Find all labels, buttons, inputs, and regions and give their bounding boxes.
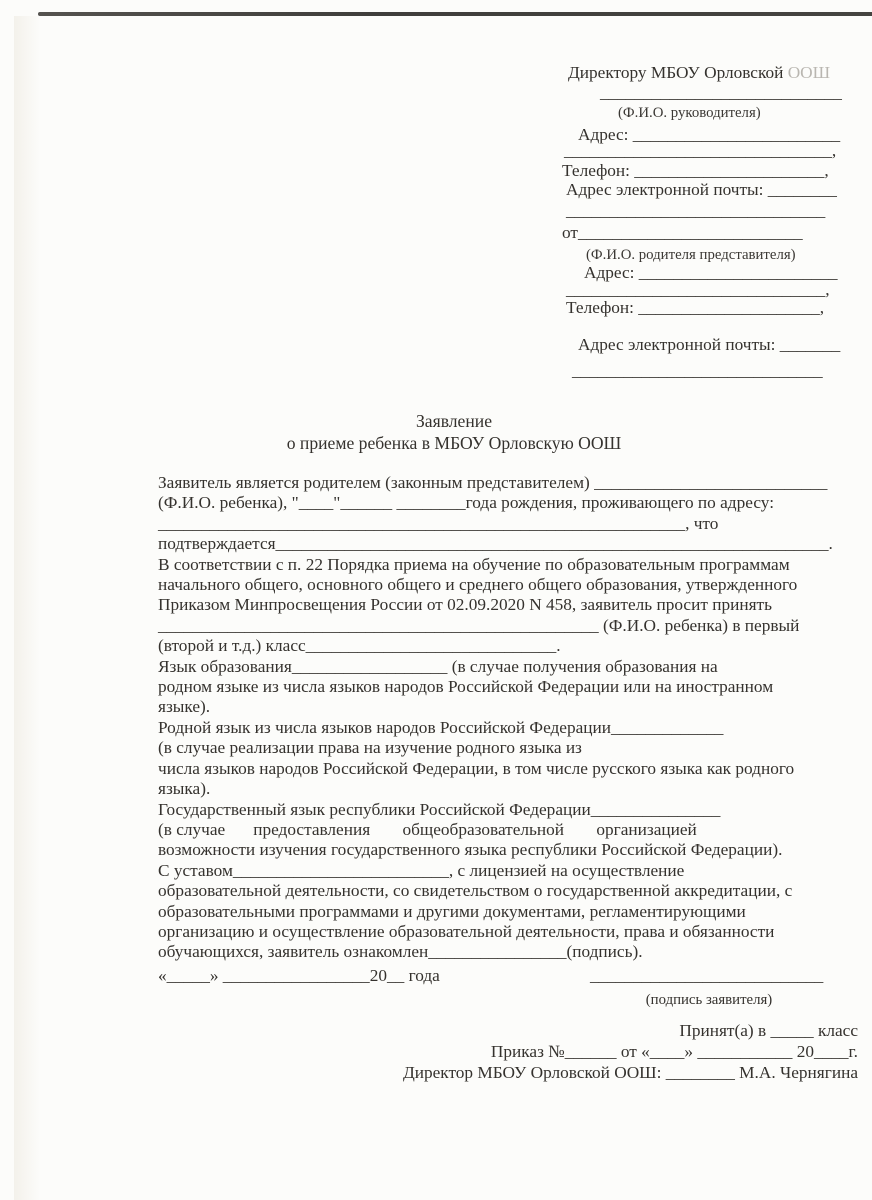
parent-name-caption: (Ф.И.О. родителя представителя) (586, 247, 796, 263)
from-line: от__________________________ (562, 223, 803, 242)
body-line-justified (158, 820, 850, 840)
body-line-justified-prefix: (в случае (158, 819, 226, 839)
parent-address-line: Адрес: _______________________ (584, 263, 838, 282)
body-line: числа языков народов Российской Федерации, в том числе русского языка как родного (158, 758, 795, 778)
school-phone-line: Телефон: ______________________, (562, 161, 829, 180)
document-title: Заявление (415, 411, 493, 431)
body-line: образовательными программами и другими документами, регламентирующими (158, 901, 746, 921)
recipient-title-line (568, 63, 830, 83)
scan-shadow-artifact (14, 16, 40, 1200)
body-line: языке). (158, 697, 211, 717)
order-line: Приказ №______ от «____» ___________ 20____г. (490, 1042, 858, 1061)
body-line: Заявитель является родителем (законным представителем) ___________________________ (158, 473, 828, 492)
school-email-line-2: ______________________________ (566, 201, 826, 220)
body-line: возможности изучения государственного языка республики Российской Федерации). (158, 840, 783, 860)
body-line: Государственный язык республики Российской Федерации_______________ (158, 799, 721, 819)
body-line: начального общего, основного общего и среднего общего образования, утвержденного (158, 575, 798, 595)
body-line: В соответствии с п. 22 Порядка приема на обучение по образовательным программам (158, 554, 790, 574)
signature-blank-line: ___________________________ (590, 966, 824, 985)
school-address-line: Адрес: ________________________ (578, 125, 841, 144)
body-line: _____________________________________________________________, что (158, 513, 719, 533)
body-line: обучающихся, заявитель ознакомлен________________(подпись). (158, 942, 643, 962)
recipient-title-faded-text: ООШ (787, 63, 831, 82)
body-line: языка). (158, 779, 211, 799)
body-line: С уставом_________________________, с лицензией на осуществление (158, 860, 685, 880)
body-line: (Ф.И.О. ребенка), "____"______ ________года рождения, проживающего по адресу: (158, 493, 774, 513)
school-email-line: Адрес электронной почты: ________ (566, 180, 837, 199)
body-line: образовательной деятельности, со свидетельством о государственной аккредитации, с (158, 881, 793, 901)
resolution-block (403, 1020, 858, 1083)
signature-caption: (подпись заявителя) (645, 992, 773, 1008)
body-line: ___________________________________________________ (Ф.И.О. ребенка) в первый (158, 615, 800, 635)
parent-email-line: Адрес электронной почты: _______ (578, 335, 841, 354)
body-line: (второй и т.д.) класс_____________________________. (158, 636, 561, 656)
document-subtitle: о приеме ребенка в МБОУ Орловскую ООШ (286, 433, 622, 453)
application-body (158, 473, 850, 963)
recipient-title-text: Директору МБОУ Орловской (568, 63, 788, 82)
parent-email-line-2: _____________________________ (572, 361, 823, 380)
date-line: «_____» _________________20__ года (158, 966, 440, 985)
director-signature-line: Директор МБОУ Орловской ООШ: ________ М.А. Чернягина (402, 1063, 858, 1082)
scan-edge-artifact (38, 12, 872, 16)
body-line: родном языке из числа языков народов Российской Федерации или на иностранном (158, 677, 774, 697)
body-line: (в случае реализации права на изучение родного языка из (158, 738, 582, 758)
body-line: организацию и осуществление образовательной деятельности, права и обязанности (158, 921, 775, 941)
body-line: Родной язык из числа языков народов Российской Федерации_____________ (158, 717, 724, 737)
school-address-line-2: _______________________________, (564, 141, 837, 160)
body-line: Язык образования__________________ (в случае получения образования на (158, 656, 718, 676)
head-name-blank-line: ____________________________ (600, 83, 842, 102)
body-line-justified-rest: предоставления общеобразовательной организацией (253, 819, 697, 839)
acceptance-line: Принят(а) в _____ класс (679, 1021, 858, 1040)
document-title-block (158, 410, 750, 454)
parent-address-line-2: ______________________________, (566, 280, 830, 299)
parent-phone-line: Телефон: _____________________, (566, 298, 825, 317)
body-line: Приказом Минпросвещения России от 02.09.2020 N 458, заявитель просит принять (158, 595, 772, 615)
body-line: подтверждается________________________________________________________________. (158, 534, 833, 554)
head-name-caption: (Ф.И.О. руководителя) (618, 105, 761, 121)
